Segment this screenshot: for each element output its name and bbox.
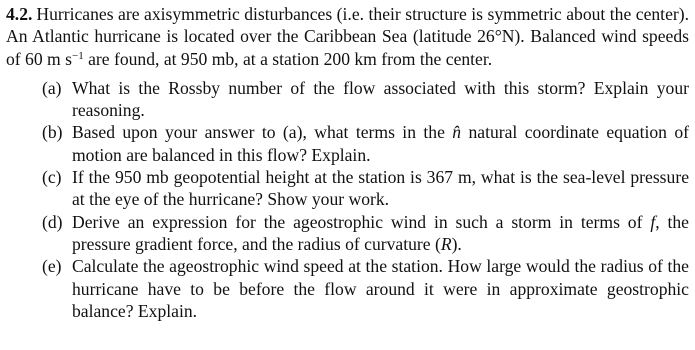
part-text: If the 950 mb geopotential height at the station is 367 m, what is the sea-level pressure at the eye of the hurricane? Show your work.: [72, 167, 689, 210]
question-part-e: [6, 255, 689, 322]
question-part-c: [6, 166, 689, 211]
math-symbol-n-hat: n̂: [452, 122, 462, 143]
part-text: [72, 211, 689, 256]
question-part-a: [6, 77, 689, 122]
part-letter: (a): [42, 77, 62, 98]
part-text: [72, 121, 689, 166]
part-text-segment: , the pressure gradient force, and the radius of curvature (: [72, 211, 689, 254]
part-letter: (d): [42, 211, 63, 232]
part-letter: (e): [42, 256, 62, 277]
unit-exponent: −1: [71, 49, 84, 62]
problem-statement: [6, 3, 689, 70]
question-parts-list: [6, 77, 689, 322]
problem-number: 4.2.: [6, 4, 33, 24]
question-part-d: [6, 211, 689, 256]
part-text-segment: Derive an expression for the ageostrophic wind in such a storm in terms of: [72, 211, 651, 232]
part-text-segment: ).: [451, 233, 462, 254]
math-symbol-r: R: [440, 233, 452, 254]
part-text: Calculate the ageostrophic wind speed at the station. How large would the radius of the hurricane have to be before the flow around it were in approximate geostrophic balance? Explain.: [72, 256, 689, 321]
math-symbol-f: f: [650, 211, 656, 232]
part-letter: (b): [42, 122, 63, 143]
part-text: What is the Rossby number of the flow associated with this storm? Explain your reasoning.: [72, 77, 689, 121]
part-text-segment: natural coordinate equation of motion are balanced in this flow? Explain.: [72, 122, 689, 165]
problem-intro-end: are found, at 950 mb, at a station 200 km from the center.: [83, 48, 493, 69]
problem-intro: Hurricanes are axisymmetric disturbances (i.e. their structure is symmetric about the center). An Atlantic hurricane is located over the Caribbean Sea (latitude 26°N). Balanced wind speeds of 60 m s: [6, 4, 689, 69]
question-part-b: [6, 121, 689, 166]
part-text-segment: Based upon your answer to (a), what terms in the: [72, 122, 453, 143]
part-letter: (c): [42, 167, 62, 188]
